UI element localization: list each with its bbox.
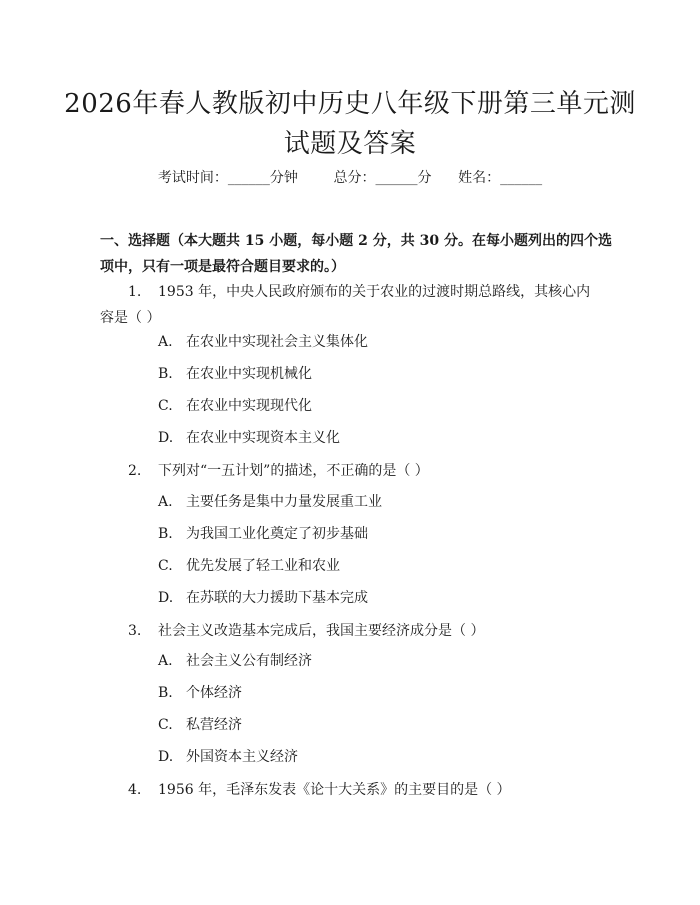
option-letter: B. (158, 366, 173, 382)
option-letter: A. (158, 494, 173, 510)
question-4 (100, 777, 600, 803)
question-number: 2. (128, 463, 142, 479)
question-2-option-d (158, 587, 368, 609)
option-text: 在农业中实现机械化 (186, 366, 312, 382)
question-number: 4. (128, 782, 142, 798)
name-label: 姓名： (458, 170, 501, 186)
option-letter: D. (158, 749, 174, 765)
score-label: 总分： (333, 170, 376, 186)
document-title: 2026年春人教版初中历史八年级下册第三单元测试题及答案 (64, 89, 636, 159)
option-letter: A. (158, 653, 173, 669)
section-heading: 一、选择题（本大题共 15 小题，每小题 2 分，共 30 分。在每小题列出的四个选项中，只有一项是最符合题目要求的。） (100, 233, 612, 275)
option-letter: B. (158, 685, 173, 701)
option-letter: C. (158, 558, 173, 574)
question-3-option-b (158, 682, 242, 704)
option-letter: B. (158, 526, 173, 542)
question-number: 1. (128, 284, 142, 300)
option-letter: C. (158, 717, 173, 733)
option-text: 优先发展了轻工业和农业 (186, 558, 340, 574)
time-unit: 分钟 (269, 170, 298, 186)
option-text: 为我国工业化奠定了初步基础 (186, 526, 368, 542)
question-stem: 1956 年，毛泽东发表《论十大关系》的主要目的是（ ） (158, 782, 511, 798)
option-letter: A. (158, 334, 173, 350)
option-text: 个体经济 (186, 685, 242, 701)
question-1 (100, 279, 600, 331)
question-3-option-a (158, 650, 312, 672)
option-letter: C. (158, 398, 173, 414)
option-text: 社会主义公有制经济 (186, 653, 312, 669)
time-blank: ______ (227, 170, 270, 186)
question-3-option-d (158, 746, 298, 768)
time-label: 考试时间： (157, 170, 228, 186)
question-stem: 下列对“一五计划”的描述，不正确的是（ ） (158, 463, 429, 479)
option-letter: D. (158, 590, 174, 606)
question-2 (100, 458, 600, 484)
exam-meta-line (0, 168, 700, 188)
score-unit: 分 (417, 170, 432, 186)
option-letter: D. (158, 430, 174, 446)
option-text: 在农业中实现现代化 (186, 398, 312, 414)
option-text: 在农业中实现资本主义化 (186, 430, 340, 446)
option-text: 外国资本主义经济 (186, 749, 298, 765)
option-text: 主要任务是集中力量发展重工业 (186, 494, 382, 510)
question-2-option-a (158, 491, 382, 513)
question-2-option-c (158, 555, 340, 577)
name-blank: ______ (500, 170, 543, 186)
question-stem: 1953 年，中央人民政府颁布的关于农业的过渡时期总路线，其核心内容是（ ） (100, 284, 591, 326)
question-number: 3. (128, 623, 142, 639)
option-text: 在农业中实现社会主义集体化 (186, 334, 368, 350)
question-2-option-b (158, 523, 368, 545)
score-blank: ______ (375, 170, 418, 186)
question-1-option-b (158, 363, 312, 385)
question-3 (100, 618, 600, 644)
question-stem: 社会主义改造基本完成后，我国主要经济成分是（ ） (158, 623, 485, 639)
question-3-option-c (158, 714, 242, 736)
question-1-option-a (158, 331, 368, 353)
question-1-option-c (158, 395, 312, 417)
question-1-option-d (158, 427, 340, 449)
option-text: 在苏联的大力援助下基本完成 (186, 590, 368, 606)
option-text: 私营经济 (186, 717, 242, 733)
